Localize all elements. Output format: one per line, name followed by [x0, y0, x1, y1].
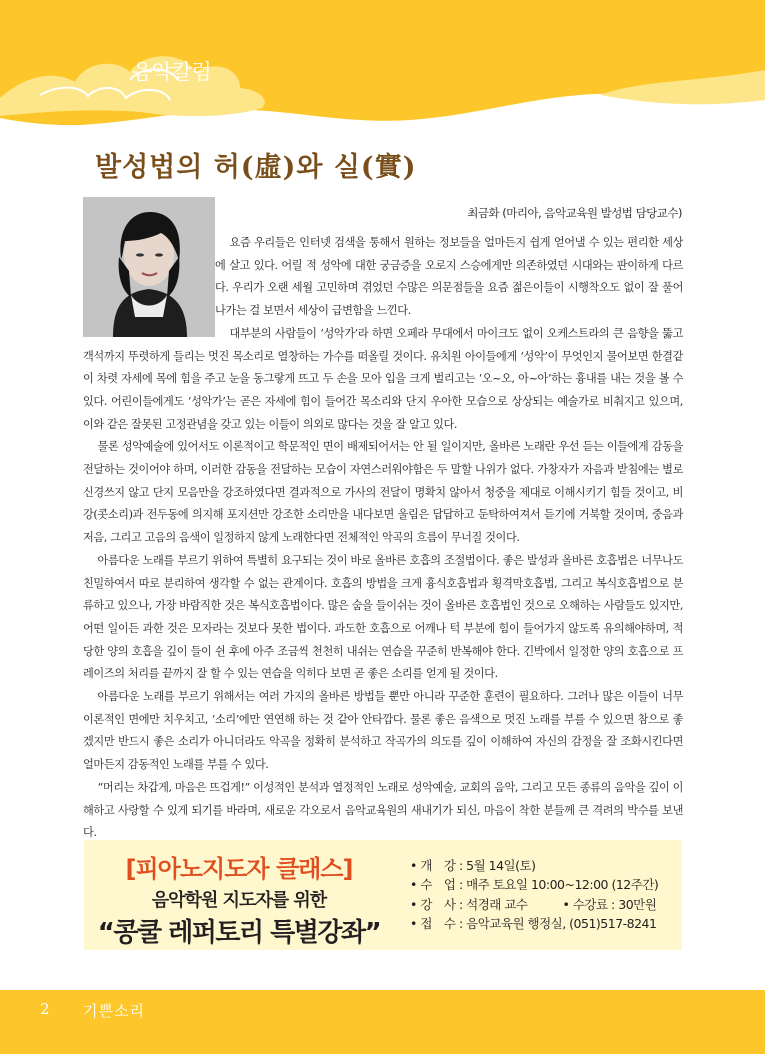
ad-subtitle: 음악학원 지도자를 위한 — [151, 890, 327, 911]
article-body — [83, 232, 683, 845]
article-paragraph: 요즘 우리들은 인터넷 검색을 통해서 원하는 정보들을 얼마든지 쉽게 얻어낼 수 있는 편리한 세상에 살고 있다. 어릴 적 성악에 대한 궁금증을 오로지 스승에게만 의존하였던 시대와는 판이하게 다르다. 우리가 오랜 세월 고민하며 겪었던 수많은 의문점들을 요즘 젊은이들이 시행착오도 없이 잘 풀어나가는 걸 보면서 세상이 급변함을 느낀다. — [215, 236, 683, 318]
article-title: 발성법의 허(虛)와 실(實) — [95, 152, 417, 183]
article-paragraph: 아름다운 노래를 부르기 위하여 특별히 요구되는 것이 바로 올바른 호흡의 조절법이다. 좋은 발성과 올바른 호흡법은 너무나도 친밀하여서 따로 분리하여 생각할 수 없는 관계이다. 호흡의 방법을 크게 흉식호흡법과 횡격막호흡법, 그리고 복식호흡법으로 분류하고 있으나, 가장 바람직한 것은 복식호흡법이다. 많은 숨을 들이쉬는 것이 올바른 호흡법인 것으로 오해하는 사람들도 있지만, 어떤 일이든 과한 것은 모자라는 것보다 못한 법이다. 과도한 호흡으로 어깨나 턱 부분에 힘이 들어가지 않도록 유의해야하며, 적당한 양의 호흡을 깊이 들이 쉰 후에 아주 조금씩 천천히 내쉬는 연습을 꾸준히 반복해야 한다. 긴박에서 일정한 양의 호흡으로 프레이즈의 처리를 끝까지 잘 할 수 있는 연습을 익히다 보면 곧 좋은 소리를 얻게 될 것이다. — [83, 553, 683, 681]
header-cloud-band — [0, 0, 765, 140]
magazine-name: 기쁜소리 — [83, 1002, 145, 1020]
ad-info-instructor-fee — [410, 895, 658, 914]
article-paragraph: 대부분의 사람들이 ‘성악가’라 하면 오페라 무대에서 마이크도 없이 오케스트라의 큰 음향을 뚫고 객석까지 뚜렷하게 들리는 멋진 목소리로 열창하는 가수를 떠올릴 것이다. 유치원 아이들에게 ‘성악’이 무엇인지 물어보면 한결같이 차렷 자세에 목에 힘을 주고 눈을 동그랗게 뜨고 두 손을 모아 입을 크게 벌리고는 ‘오~오, 아~아’하는 흉내를 내는 것을 볼 수 있다. 어린이들에게도 ‘성악가’는 곧은 자세에 힘이 들어간 목소리와 단지 우아한 모습으로 상상되는 예술가로 비춰지고 있으며, 이와 같은 잘못된 고정관념을 갖고 있는 이들이 의외로 많다는 것을 잘 알고 있다. — [83, 326, 683, 431]
ad-info-instructor: • 강 사 : 석경래 교수 — [410, 896, 528, 912]
ad-info-fee: • 수강료 : 30만원 — [562, 896, 657, 912]
article-paragraph: “머리는 차갑게, 마음은 뜨겁게!” 이성적인 분석과 열정적인 노래로 성악예술, 교회의 음악, 그리고 모든 종류의 음악을 깊이 이해하고 사랑할 수 있게 되기를 바라며, 새로운 각오로서 음악교육원의 새내기가 되신, 마음이 착한 분들께 큰 격려의 박수를 보낸다. — [83, 780, 683, 840]
ad-heading: [피아노지도자 클래스] — [125, 855, 353, 883]
author-byline: 최금화 (마리아, 음악교육원 발성법 담당교수) — [467, 206, 682, 220]
section-label: 음악칼럼 — [132, 60, 212, 84]
article-paragraph: 물론 성악예술에 있어서도 이론적이고 학문적인 면이 배제되어서는 안 될 일이지만, 올바른 노래란 우선 듣는 이들에게 감동을 전달하는 것이어야 하며, 이러한 감동을 전달하는 모습이 자연스러워야함은 두 말할 나위가 없다. 가창자가 자음과 받침에는 별로 신경쓰지 않고 단지 모음만을 강조하였다면 결과적으로 가사의 전달이 명확치 않아서 청중을 제대로 이해시키기 힘들 것이고, 비강(콧소리)과 전두동에 의지해 포지션만 강조한 소리만을 내다보면 울림은 답답하고 둔탁하여져서 듣기에 거북할 것이며, 중음과 저음, 그리고 고음의 음색이 일정하지 않게 노래한다면 전체적인 악곡의 흐름이 무너질 것이다. — [83, 440, 683, 545]
lecture-advertisement — [84, 840, 682, 950]
ad-info-class-time: • 수 업 : 매주 토요일 10:00~12:00 (12주간) — [410, 877, 659, 893]
article-paragraph: 아름다운 노래를 부르기 위해서는 여러 가지의 올바른 방법들 뿐만 아니라 꾸준한 훈련이 필요하다. 그러나 많은 이들이 너무 이론적인 면에만 치우치고, ‘소리’에만 연연해 하는 것 같아 안타깝다. 물론 좋은 음색으로 멋진 노래를 부를 수 있으면 참으로 좋겠지만 반드시 좋은 소리가 아니더라도 악곡을 정확히 분석하고 작곡가의 의도를 깊이 이해하여 자신의 감정을 잘 조화시킨다면 얼마든지 감동적인 노래를 부를 수 있다. — [83, 690, 683, 772]
page-number: 2 — [40, 1000, 50, 1018]
ad-headline-block — [84, 840, 394, 950]
ad-info-date: • 개 강 : 5월 14일(토) — [410, 858, 536, 873]
ad-title: “콩쿨 레퍼토리 특별강좌” — [97, 918, 381, 948]
ad-info-contact: • 접 수 : 음악교육원 행정실, (051)517-8241 — [410, 915, 657, 931]
ad-info-list — [410, 856, 658, 933]
